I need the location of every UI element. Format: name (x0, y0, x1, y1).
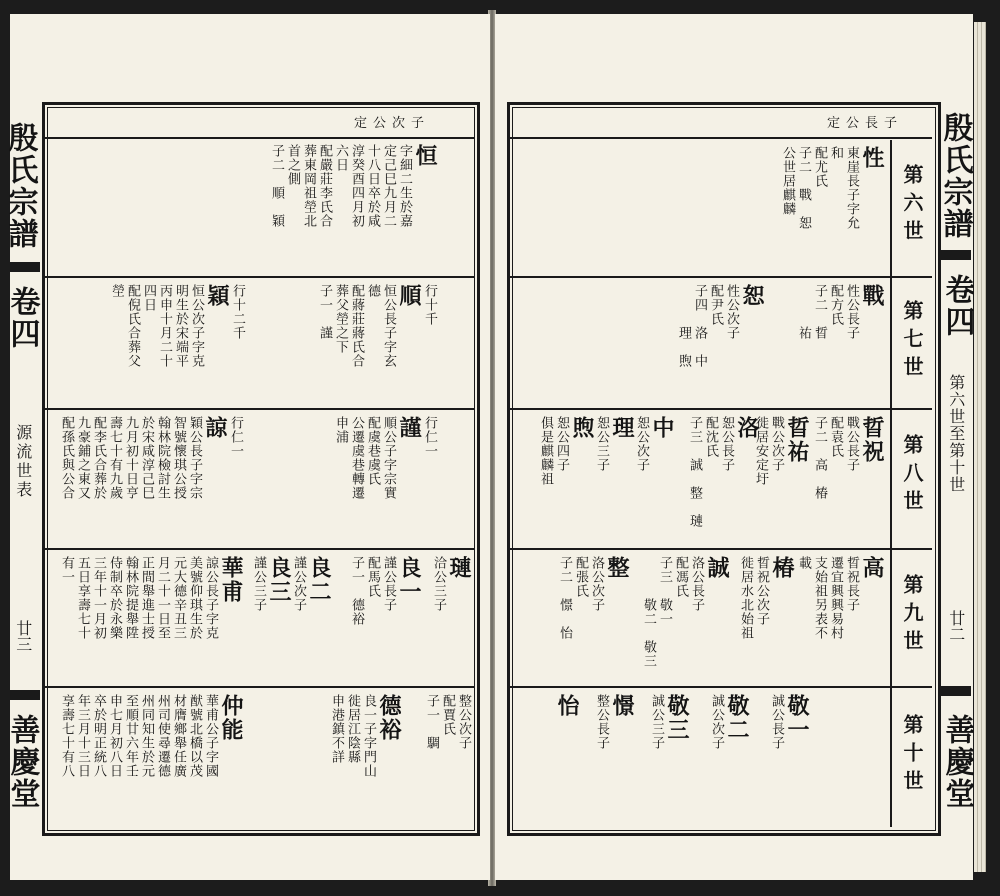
entry-ying: 行十二千 穎 恒公次子字克 明生於宋端平 丙申十月二十 四日 配倪氏合葬父 塋 (109, 284, 245, 368)
entry-xu: 煦 恕公四子 俱是麒麟祖 (538, 416, 595, 486)
right-page (495, 14, 973, 880)
entry-gao: 高 晢祝長子 遷宜興興易村 支始祖另表不 載 (796, 556, 885, 640)
right-page-header: 定公長子 (826, 116, 903, 131)
hall-name-right: 善慶堂 (939, 714, 975, 810)
entry-zhong-neng: 仲能 華甫公子字國 猷號北橋以茂 材膺鄉舉任廣 州司使尋遷德 州同知生於元 至順廿六年壬 申七月初八日 卒於明正統八 年三月十三日 享壽七十有八 (59, 694, 244, 778)
entry-liang-yi: 良一 謹公長子 配馬氏 子一 德裕 (349, 556, 422, 626)
hall-name-left: 善慶堂 (4, 714, 40, 810)
entry-heng: 恒 字細二生於嘉 定己巳九月二 十八日卒於咸 淳癸酉四月初 六日 配嚴莊李氏合 葬東岡祖塋北 首之側 子二 順 穎 (269, 144, 438, 228)
entry-jing-yi: 敬一 誠公長子 (769, 694, 810, 750)
entry-zhe-zhu: 晢祝 戰公長子 配袁氏 子二 高 椿 (812, 416, 885, 500)
left-page-header: 定公次子 (353, 116, 430, 131)
book-title-left: 殷氏宗譜 (2, 122, 38, 250)
volume-right: 卷四 (939, 274, 975, 338)
entry-de-yu: 德裕 良一子字門山 徙居江陰縣 申港鎮不詳 (329, 694, 402, 778)
entry-jing-sorrow: 憬 整公長子 (594, 694, 635, 750)
entry-liang-san: 良三 謹公三子 (251, 556, 292, 612)
generation-7: 第七世 (900, 300, 924, 384)
entry-zhan: 戰 性公長子 配方氏 子二 晢 祐 (796, 284, 885, 340)
entry-hua-fu: 華甫 諒公長子字克 美號仰琪生於 元大德辛丑三 月二十一日至 正間舉進士授 翰林院提舉陞 侍制卒於永樂 三年十一月初 五日享壽七十 有一 (59, 556, 244, 640)
page-number-left: 廿三 (13, 620, 33, 652)
entry-zhong: 中 恕公次子 (634, 416, 675, 472)
entry-zheng: 整 洛公次子 配張氏 子二 憬 怡 (557, 556, 630, 640)
book-title-right: 殷氏宗譜 (937, 112, 973, 240)
entry-jing-san: 敬三 誠公三子 (649, 694, 690, 750)
entry-yi: 怡 (554, 694, 580, 718)
entry-lian: 璉 洽公三子 (431, 556, 472, 612)
generation-10: 第十世 (900, 714, 924, 798)
section-left: 源流世表 (13, 424, 33, 500)
entry-shu: 恕 性公次子 配尹氏 子四 洛 中 理 煦 (676, 284, 765, 368)
entry-jing-er: 敬二 誠公次子 (709, 694, 750, 750)
section-right: 第六世至第十世 (946, 374, 966, 493)
generation-8: 第八世 (900, 434, 924, 518)
entry-shun: 行十千 順 恒公長子字玄 德 配蔣莊蔣氏合 葬父塋之下 子一 謹 (317, 284, 437, 368)
entry-jin: 行仁一 謹 順公子字宗實 配虞巷虞氏 公遷虞巷轉遷 申浦 (333, 416, 437, 500)
entry-liang: 行仁一 諒 穎公長子字宗 智號懷琪公授 翰林院檢討生 於宋咸淳己巳 九月初十日亨 壽七十有九歲 配李氏合葬於 九豪鋪之東又 配孫氏與公合 (59, 416, 243, 500)
entry-xing: 性 東崖長子字允 和 配尤氏 子二 戰 恕 公世居麒麟 (780, 146, 885, 230)
entry-chun: 椿 晢祝公次子 徙居水北始祖 (738, 556, 795, 640)
page-number-right: 廿二 (946, 610, 966, 642)
entry-liang-er: 良二 謹公次子 (291, 556, 332, 612)
generation-9: 第九世 (900, 574, 924, 658)
left-page (2, 14, 490, 880)
volume-left: 卷四 (4, 286, 40, 350)
entry-zhe-you: 晢祐 戰公次子 徙居安定圩 (753, 416, 810, 486)
entry-li: 理 恕公三子 (594, 416, 635, 472)
entry-cheng: 誠 洛公長子 配馮氏 子三 敬一 敬二 敬三 (641, 556, 730, 668)
entry-luo: 洛 恕公長子 配沈氏 子三 誠 整 璉 (687, 416, 760, 528)
generation-6: 第六世 (900, 164, 924, 248)
entry-zheng-child: 整公次子 配賈氏 子一 騆 (424, 694, 471, 750)
